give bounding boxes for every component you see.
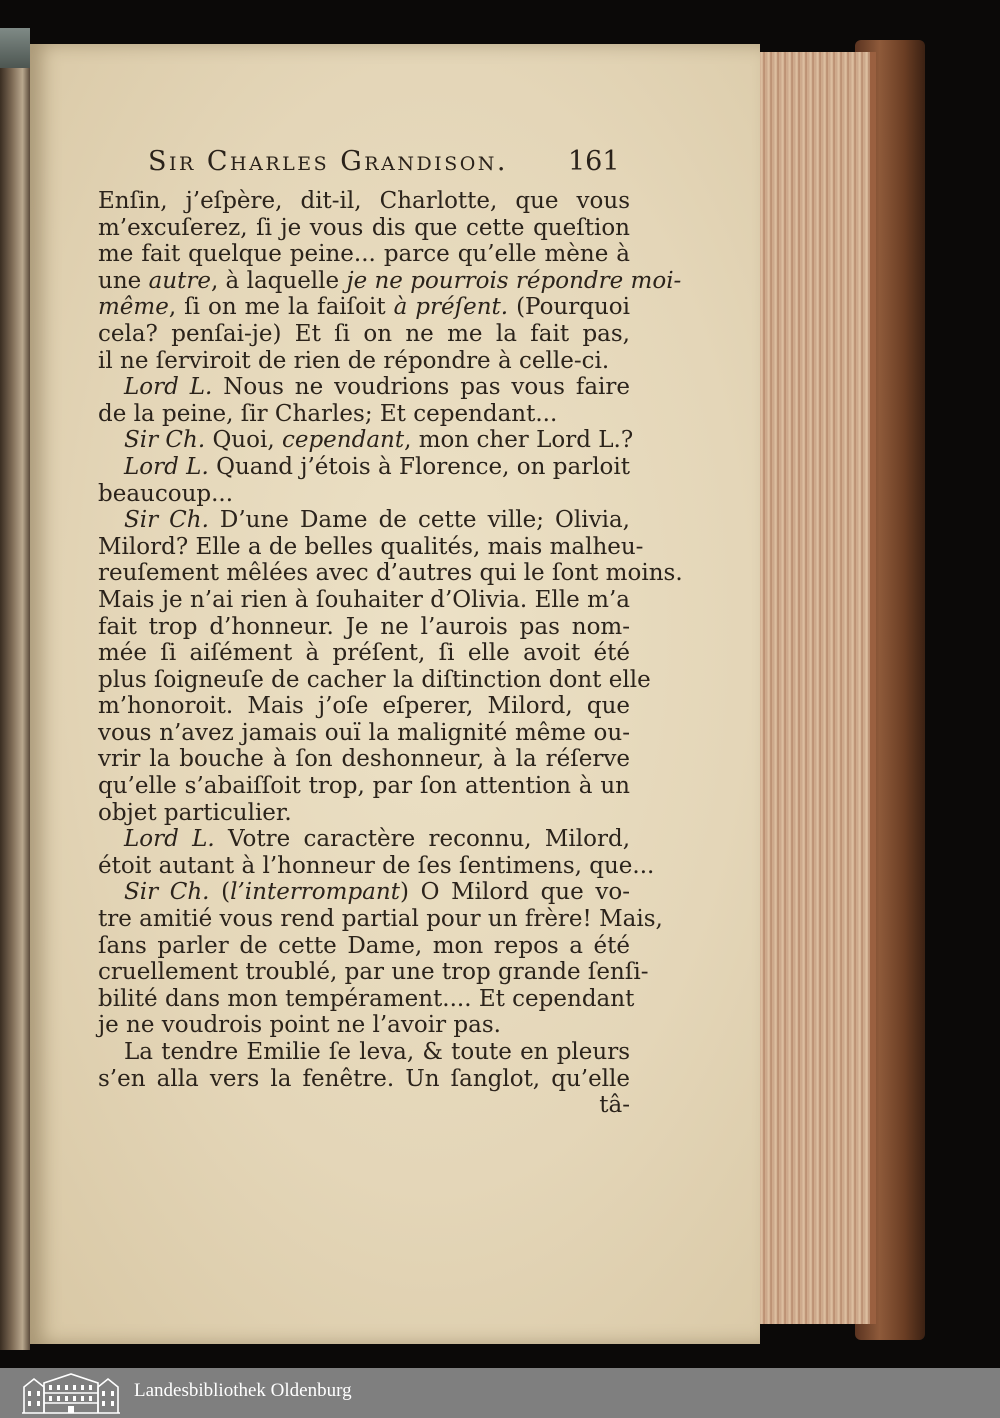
text-line <box>98 294 630 321</box>
text-segment: plus ſoigneuſe de cacher la diſtinction dont elle <box>98 666 651 693</box>
text-line <box>98 401 630 428</box>
text-segment: tre amitié vous rend partial pour un frère! Mais, <box>98 906 663 933</box>
text-line <box>98 267 682 295</box>
italic-text: à préſent. <box>393 294 509 321</box>
text-segment: Votre caractère reconnu, Milord, <box>214 826 631 853</box>
text-line <box>98 879 630 906</box>
text-segment: mée ſi aiſément à préſent, ſi elle avoit été <box>98 640 630 667</box>
italic-text: Lord L. <box>124 826 215 853</box>
text-segment: (Pourquoi <box>508 294 630 321</box>
italic-text: je ne pourrois répondre moi- <box>346 267 682 294</box>
text-segment: ſans parler de cette Dame, mon repos a été <box>98 932 630 959</box>
binding-strip <box>0 28 30 68</box>
text-line <box>98 852 655 880</box>
text-line <box>98 666 651 694</box>
text-line <box>98 454 630 481</box>
text-segment: me fait quelque peine... parce qu’elle mène à <box>98 241 630 268</box>
running-head: Sir Charles Grandison. <box>148 146 508 177</box>
text-line <box>98 427 634 454</box>
text-line <box>98 985 635 1013</box>
library-building-icon <box>20 1371 122 1415</box>
text-segment: de la peine, ſir Charles; Et cependant... <box>98 400 558 427</box>
italic-text: cependant <box>281 427 405 454</box>
text-segment: , à laquelle <box>210 267 347 294</box>
text-line <box>98 587 630 614</box>
text-line <box>98 1066 630 1093</box>
text-line <box>98 560 683 587</box>
library-name: Landesbibliothek Oldenburg <box>134 1380 352 1401</box>
text-segment: qu’elle s’abaiſſoit trop, par ſon attention à un <box>98 773 630 800</box>
text-line <box>98 800 630 827</box>
text-line <box>98 507 630 534</box>
text-line <box>98 959 649 986</box>
italic-text: Lord L. <box>124 374 213 401</box>
text-segment: vrir la bouche à ſon deshonneur, à la réſerve <box>98 746 630 773</box>
text-segment: cruellement troublé, par une trop grande ſenſi- <box>98 959 649 986</box>
text-line <box>98 533 644 561</box>
text-segment: D’une Dame de cette ville; Olivia, <box>208 507 630 534</box>
text-segment: m’excuſerez, ſi je vous dis que cette queſtion <box>98 214 630 241</box>
text-segment: s’en alla vers la fenêtre. Un ſanglot, qu’elle <box>98 1065 630 1092</box>
text-segment: , ſi on me la faiſoit <box>168 294 394 321</box>
text-segment: étoit autant à l’honneur de ſes ſentimens, que... <box>98 852 655 879</box>
text-segment: La tendre Emilie ſe leva, & toute en pleurs <box>124 1039 630 1065</box>
text-segment: objet particulier. <box>98 799 292 826</box>
text-line <box>98 906 663 933</box>
text-segment: il ne ſerviroit de rien de répondre à celle-ci. <box>98 347 610 374</box>
text-segment: une <box>98 267 149 294</box>
text-line <box>98 720 630 747</box>
text-line <box>98 693 630 720</box>
italic-text: l’interrompant <box>230 879 400 906</box>
text-line <box>98 215 630 242</box>
text-segment: ( <box>209 879 231 906</box>
text-line <box>98 321 630 348</box>
text-segment: vous n’avez jamais ouï la malignité même ou- <box>98 719 630 746</box>
text-line <box>98 188 630 215</box>
text-line <box>98 826 630 853</box>
text-segment: Milord? Elle a de belles qualités, mais malheu- <box>98 533 644 560</box>
text-segment: m’honoroit. Mais j’oſe eſperer, Milord, que <box>98 693 630 720</box>
text-segment: bilité dans mon tempérament.... Et cependant <box>98 985 635 1012</box>
text-segment: cela? penſai-je) Et ſi on ne me la fait pas, <box>98 320 630 347</box>
italic-text: Sir Ch. <box>124 427 206 454</box>
text-line <box>98 348 630 375</box>
left-page-edge <box>0 40 30 1350</box>
text-segment: ) O Milord que vo- <box>399 879 630 906</box>
catchword: tâ- <box>599 1092 630 1119</box>
text-line <box>98 746 630 773</box>
page-body-text <box>98 188 683 1119</box>
text-segment: Quoi, <box>205 427 282 454</box>
text-line <box>98 481 630 508</box>
text-segment: Mais je n’ai rien à ſouhaiter d’Olivia. Elle m’a <box>98 586 630 613</box>
italic-text: même <box>98 294 169 321</box>
italic-text: autre <box>148 267 211 294</box>
text-segment: reuſement mêlées avec d’autres qui le ſont moins. <box>98 560 683 587</box>
text-line <box>98 1012 630 1039</box>
text-line <box>98 640 630 667</box>
text-segment: Enſin, j’eſpère, dit-il, Charlotte, que vous <box>98 188 630 214</box>
page-number: 161 <box>568 146 620 177</box>
italic-text: Sir Ch. <box>124 879 210 906</box>
text-segment: je ne voudrois point ne l’avoir pas. <box>98 1012 501 1039</box>
text-line <box>98 1039 630 1066</box>
italic-text: Sir Ch. <box>124 507 209 534</box>
text-line <box>98 933 630 960</box>
text-line <box>98 614 630 641</box>
text-segment: fait trop d’honneur. Je ne l’aurois pas nom- <box>98 613 630 640</box>
text-segment: Nous ne voudrions pas vous faire <box>212 374 631 401</box>
text-line <box>98 241 630 268</box>
italic-text: Lord L. <box>124 453 209 480</box>
text-segment: , mon cher Lord L.? <box>404 427 634 454</box>
text-segment: beaucoup... <box>98 480 234 507</box>
text-line <box>98 374 630 401</box>
text-line <box>98 773 630 800</box>
text-segment: Quand j’étois à Florence, on parloit <box>208 453 631 480</box>
footer-bar <box>0 1368 1000 1418</box>
page-edges <box>752 52 876 1324</box>
